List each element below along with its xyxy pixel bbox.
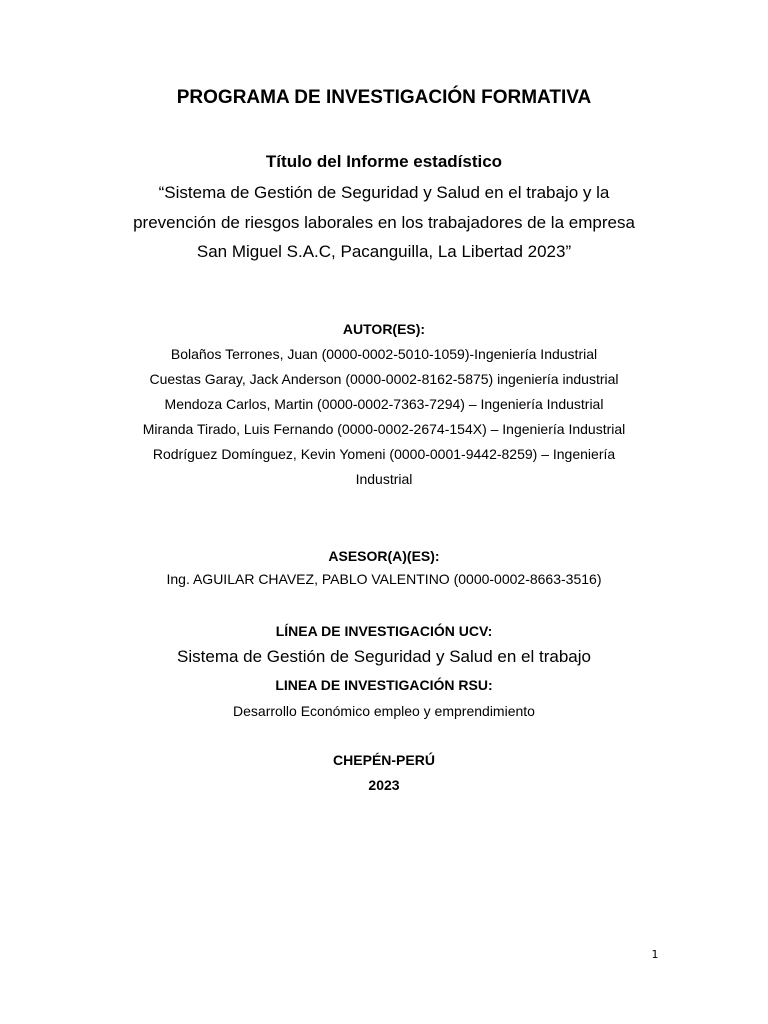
program-title: PROGRAMA DE INVESTIGACIÓN FORMATIVA bbox=[176, 87, 592, 108]
author-entry: Cuestas Garay, Jack Anderson (0000-0002-8162-5875) ingeniería industrial bbox=[149, 371, 619, 387]
report-title bbox=[100, 178, 668, 267]
report-title-line: San Miguel S.A.C, Pacanguilla, La Libertad 2023” bbox=[196, 242, 572, 261]
author-entry: Miranda Tirado, Luis Fernando (0000-0002-2674-154X) – Ingeniería Industrial bbox=[142, 421, 626, 437]
author-entry: Bolaños Terrones, Juan (0000-0002-5010-1059)-Ingeniería Industrial bbox=[170, 346, 598, 362]
advisor-name: Ing. AGUILAR CHAVEZ, PABLO VALENTINO (0000-0002-8663-3516) bbox=[166, 571, 602, 587]
authors-list bbox=[100, 342, 668, 492]
page-number: 1 bbox=[651, 948, 659, 961]
report-title-line: “Sistema de Gestión de Seguridad y Salud en el trabajo y la bbox=[158, 183, 610, 202]
report-title-line: prevención de riesgos laborales en los trabajadores de la empresa bbox=[133, 212, 635, 232]
city-country: CHEPÉN-PERÚ bbox=[333, 752, 435, 768]
author-entry: Mendoza Carlos, Martin (0000-0002-7363-7294) – Ingeniería Industrial bbox=[164, 396, 604, 412]
authors-label: AUTOR(ES): bbox=[342, 321, 426, 337]
ucv-research-line: Sistema de Gestión de Seguridad y Salud en el trabajo bbox=[177, 647, 591, 666]
rsu-research-line-label: LINEA DE INVESTIGACIÓN RSU: bbox=[275, 677, 493, 693]
author-entry: Industrial bbox=[355, 471, 413, 487]
ucv-research-line-label: LÍNEA DE INVESTIGACIÓN UCV: bbox=[275, 623, 493, 639]
author-entry: Rodríguez Domínguez, Kevin Yomeni (0000-0001-9442-8259) – Ingeniería bbox=[152, 446, 616, 462]
year: 2023 bbox=[368, 777, 400, 793]
report-title-label: Título del Informe estadístico bbox=[265, 152, 503, 171]
rsu-research-line: Desarrollo Económico empleo y emprendimiento bbox=[233, 703, 535, 719]
advisor-label: ASESOR(A)(ES): bbox=[328, 548, 440, 564]
